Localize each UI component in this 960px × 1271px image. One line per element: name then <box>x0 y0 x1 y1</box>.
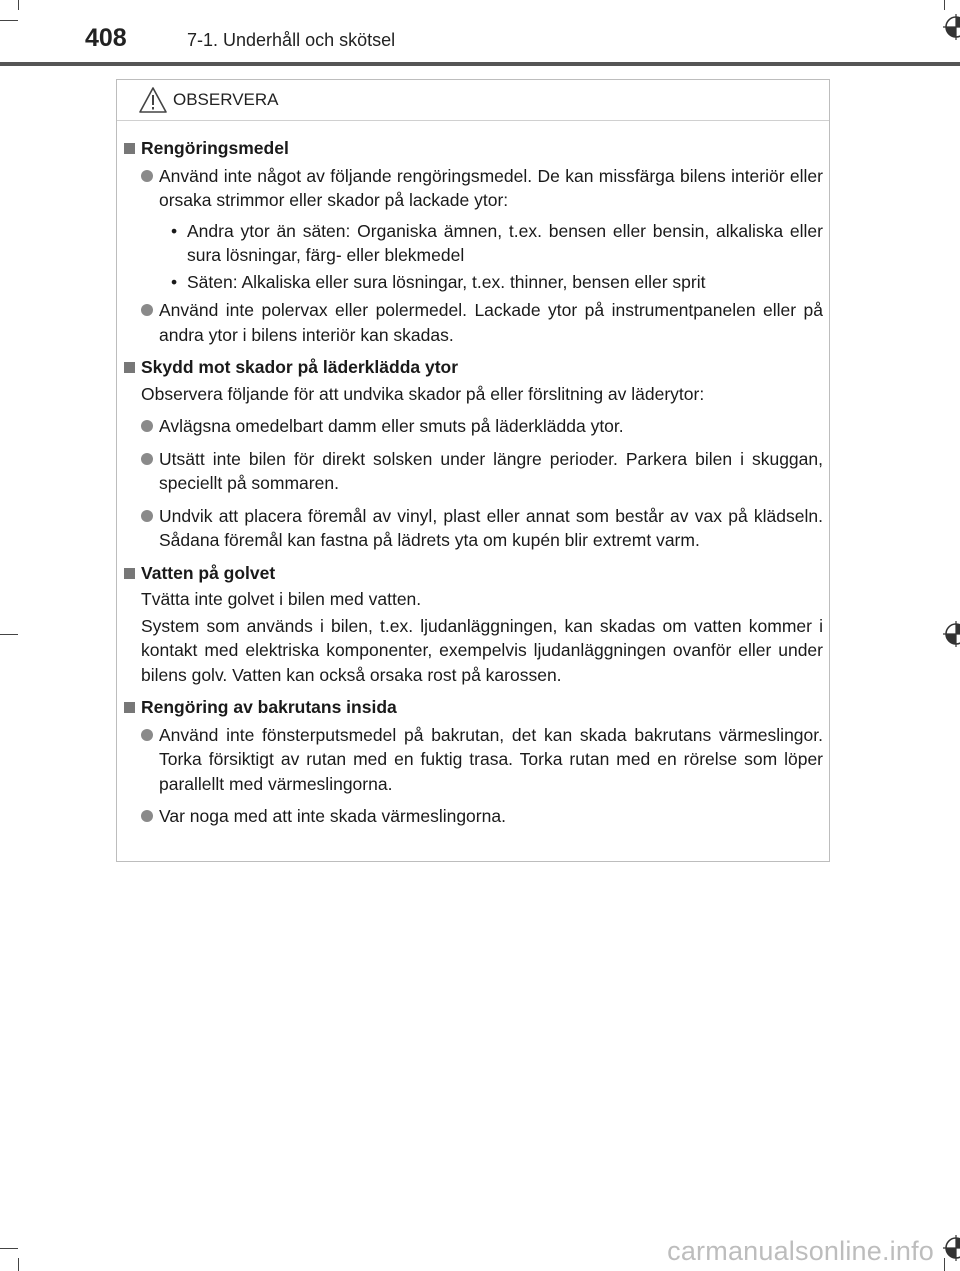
list-item-text: Avlägsna omedelbart damm eller smuts på läderklädda ytor. <box>159 416 624 436</box>
section-heading-text: Rengöringsmedel <box>141 138 289 158</box>
square-bullet-icon <box>124 362 135 373</box>
small-bullet-icon: • <box>171 220 178 241</box>
round-bullet-icon <box>141 729 153 741</box>
list-item <box>141 804 823 829</box>
list-item <box>141 504 823 553</box>
caution-box <box>116 79 830 862</box>
section-heading-text: Rengöring av bakrutans insida <box>141 697 397 717</box>
list-item <box>141 298 823 347</box>
list-item <box>141 447 823 496</box>
section-heading <box>141 355 823 380</box>
list-item <box>141 414 823 439</box>
round-bullet-icon <box>141 170 153 182</box>
list-item-text: Var noga med att inte skada värmeslingorna. <box>159 806 506 826</box>
section-paragraph: Tvätta inte golvet i bilen med vatten. <box>141 589 422 609</box>
list-item-text: Använd inte fönsterputsmedel på bakrutan, det kan skada bakrutans värmeslingor. Torka försiktigt av rutan med en fuktig trasa. Torka rutan med en rörelse som löper parallellt med värmeslingorna. <box>159 724 823 794</box>
round-bullet-icon <box>141 810 153 822</box>
warning-triangle-icon <box>138 86 168 114</box>
watermark: carmanualsonline.info <box>667 1236 934 1266</box>
caution-content <box>117 132 829 837</box>
sub-list-item-text: Andra ytor än säten: Organiska ämnen, t.ex. bensen eller bensin, alkaliska eller sura lösningar, färg- eller blekmedel <box>187 220 823 265</box>
section-heading <box>141 561 823 586</box>
section-paragraph: System som används i bilen, t.ex. ljudanläggningen, kan skadas om vatten kommer i kontakt med elektriska komponenter, exempelvis ljudanläggningen ovanför eller under bilens golv. Vatten kan också orsaka rost på karossen. <box>141 615 823 685</box>
sub-list-item-text: Säten: Alkaliska eller sura lösningar, t.ex. thinner, bensen eller sprit <box>187 271 706 292</box>
section-title: 7-1. Underhåll och skötsel <box>187 30 396 50</box>
registration-mark-icon <box>943 621 960 647</box>
sub-list-item <box>141 270 823 295</box>
section-heading <box>141 136 823 161</box>
caution-label: OBSERVERA <box>173 90 279 109</box>
section-rear-window <box>117 695 829 829</box>
round-bullet-icon <box>141 420 153 432</box>
caution-box-header <box>117 80 829 121</box>
crop-mark-bottom-left-v <box>18 1258 19 1271</box>
section-heading-text: Skydd mot skador på läderklädda ytor <box>141 357 459 377</box>
round-bullet-icon <box>141 304 153 316</box>
header-rule <box>0 62 960 66</box>
round-bullet-icon <box>141 453 153 465</box>
crop-mark-bottom-left-h <box>0 1248 18 1249</box>
crop-mark-mid-left <box>0 634 18 635</box>
list-item <box>141 723 823 797</box>
list-item-text: Använd inte något av följande rengöringsmedel. De kan missfärga bilens interiör eller orsaka strimmor eller skador på lackade ytor: <box>159 165 823 210</box>
section-leather-protection <box>117 355 829 553</box>
square-bullet-icon <box>124 568 135 579</box>
list-item <box>141 164 823 213</box>
list-item-text: Undvik att placera föremål av vinyl, plast eller annat som består av vax på klädseln. Sådana föremål kan fastna på lädrets yta om kupén blir extremt varm. <box>159 505 823 550</box>
small-bullet-icon: • <box>171 271 178 292</box>
section-heading <box>141 695 823 720</box>
square-bullet-icon <box>124 702 135 713</box>
square-bullet-icon <box>124 143 135 154</box>
section-water-floor <box>117 561 829 688</box>
registration-mark-icon <box>943 1235 960 1261</box>
page-header <box>0 0 960 70</box>
sub-list-item <box>141 219 823 268</box>
section-cleaning-agents <box>117 136 829 347</box>
section-heading-text: Vatten på golvet <box>141 562 276 583</box>
list-item-text: Använd inte polervax eller polermedel. Lackade ytor på instrumentpanelen eller på andra ytor i bilens interiör kan skadas. <box>159 300 823 345</box>
round-bullet-icon <box>141 510 153 522</box>
page-number: 408 <box>85 24 127 52</box>
list-item-text: Utsätt inte bilen för direkt solsken under längre perioder. Parkera bilen i skuggan, speciellt på sommaren. <box>159 448 823 493</box>
section-intro: Observera följande för att undvika skador på eller förslitning av läderytor: <box>141 383 705 404</box>
